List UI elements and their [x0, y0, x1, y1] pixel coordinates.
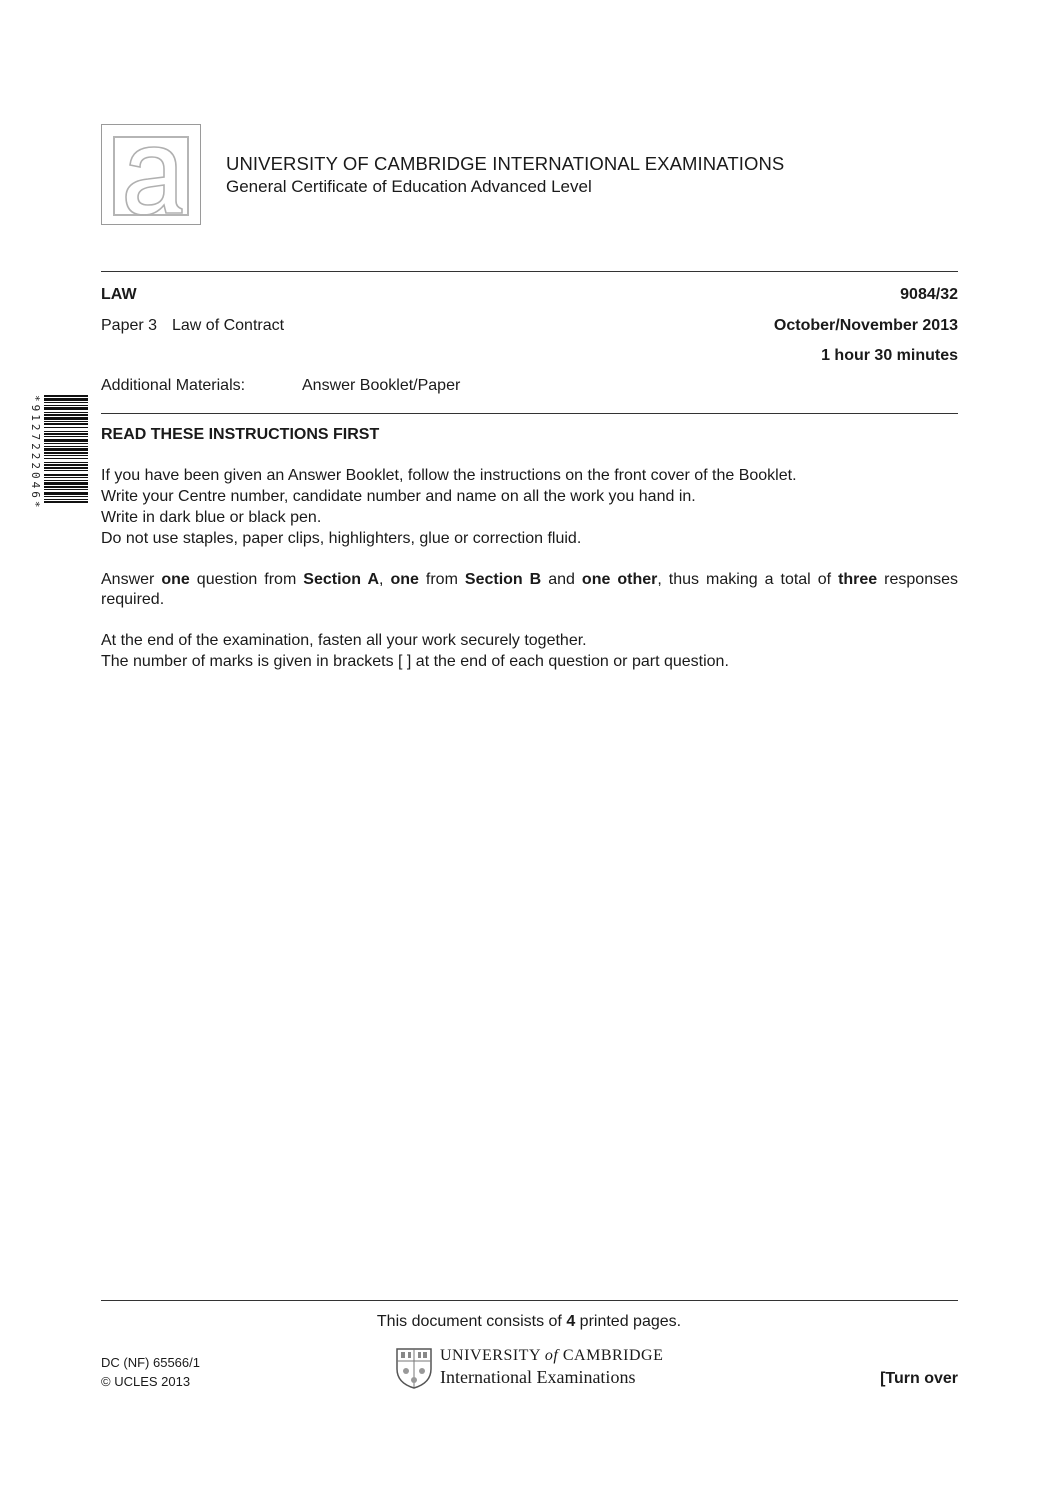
divider-top: [101, 271, 958, 272]
exam-duration: 1 hour 30 minutes: [821, 347, 958, 364]
instructions-heading: READ THESE INSTRUCTIONS FIRST: [101, 426, 380, 443]
subject: LAW: [101, 286, 137, 303]
paper-title: Law of Contract: [172, 317, 285, 334]
copyright: © UCLES 2013: [101, 1374, 191, 1389]
instruction-line: At the end of the examination, fasten all your work securely together.: [101, 632, 587, 649]
barcode-number: *9127222046*: [29, 395, 42, 511]
instruction-line: If you have been given an Answer Booklet, follow the instructions on the front cover of the Booklet.: [101, 467, 797, 484]
turn-over-label: [Turn over: [880, 1370, 958, 1387]
instruction-line: The number of marks is given in brackets [ ] at the end of each question or part question.: [101, 653, 729, 670]
ucie-name: UNIVERSITY of CAMBRIDGE: [440, 1347, 664, 1364]
materials-label: Additional Materials:: [101, 377, 246, 394]
exam-board-logo: [101, 124, 201, 225]
document-code: DC (NF) 65566/1: [101, 1355, 200, 1370]
barcode-icon: [44, 395, 88, 600]
instruction-line: Do not use staples, paper clips, highlighters, glue or correction fluid.: [101, 530, 582, 547]
cambridge-crest-icon: [395, 1347, 433, 1389]
paper-number: Paper 3: [101, 317, 158, 334]
divider-middle: [101, 413, 958, 414]
logo-letter-a-icon: [102, 125, 202, 226]
materials-value: Answer Booklet/Paper: [302, 377, 461, 394]
instruction-line: Write your Centre number, candidate number and name on all the work you hand in.: [101, 488, 696, 505]
org-name: UNIVERSITY OF CAMBRIDGE INTERNATIONAL EXAMINATIONS: [226, 153, 785, 174]
syllabus-code: 9084/32: [900, 286, 958, 303]
ucie-subname: International Examinations: [440, 1367, 636, 1387]
answer-instruction: Answer one question from Section A, one from Section B and one other, thus making a total of three responses required.: [101, 571, 958, 608]
exam-session: October/November 2013: [773, 317, 958, 334]
org-subtitle: General Certificate of Education Advanced Level: [226, 177, 592, 196]
page-count-note: This document consists of 4 printed pages.: [376, 1313, 682, 1330]
instruction-line: Write in dark blue or black pen.: [101, 509, 322, 526]
divider-footer: [101, 1300, 958, 1301]
